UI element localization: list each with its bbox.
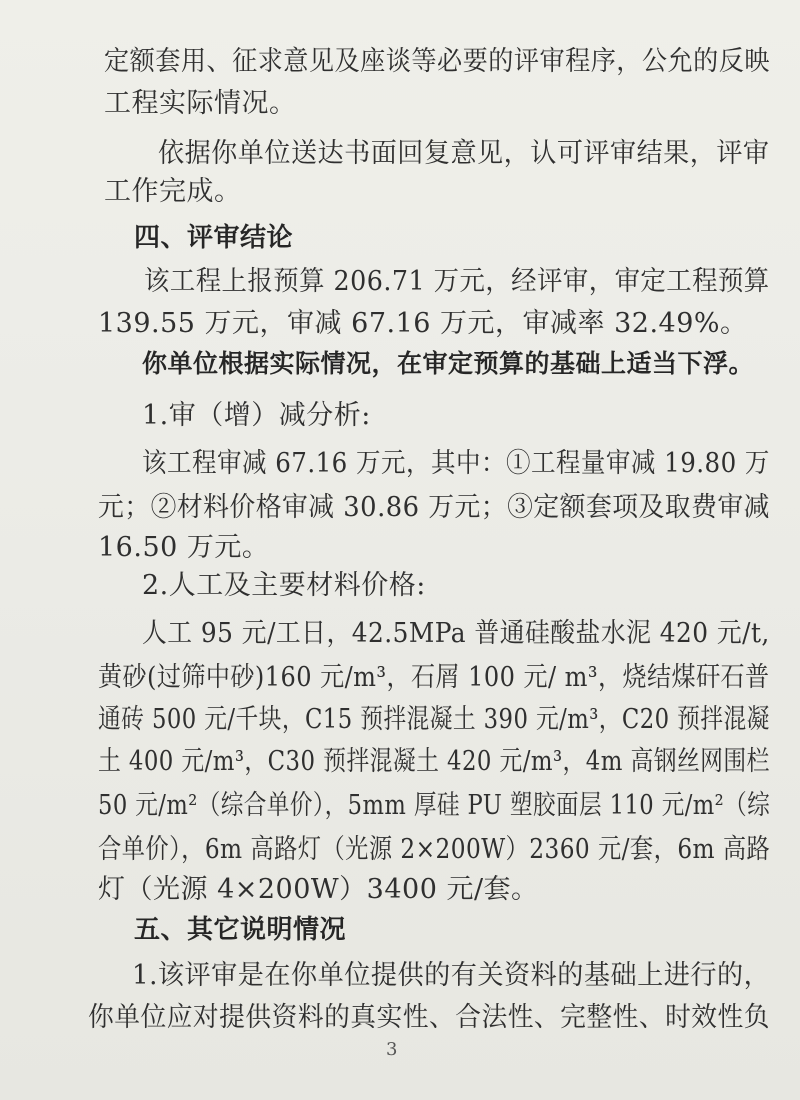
section-heading: 四、评审结论 <box>134 223 294 253</box>
text-line: 通砖 500 元/千块，C15 预拌混凝土 390 元/m³，C20 预拌混凝 <box>98 704 770 735</box>
text-line: 灯（光源 4×200W）3400 元/套。 <box>98 874 539 905</box>
text-line: 16.50 万元。 <box>98 532 270 563</box>
text-line: 139.55 万元，审减 67.16 万元，审减率 32.49%。 <box>98 308 748 339</box>
page-number: 3 <box>386 1039 398 1060</box>
text-line: 依据你单位送达书面回复意见，认可评审结果，评审 <box>158 138 770 169</box>
text-line: 土 400 元/m³，C30 预拌混凝土 420 元/m³，4m 高钢丝网围栏 <box>98 746 770 777</box>
text-line: 1.该评审是在你单位提供的有关资料的基础上进行的， <box>132 960 771 991</box>
subsection-title: 1.审（增）减分析: <box>142 400 371 431</box>
emphasis-line: 你单位根据实际情况，在审定预算的基础上适当下浮。 <box>142 349 755 378</box>
text-line: 50 元/m²（综合单价），5mm 厚硅 PU 塑胶面层 110 元/m²（综 <box>98 790 771 821</box>
text-line: 定额套用、征求意见及座谈等必要的评审程序，公允的反映 <box>104 46 770 77</box>
text-line: 黄砂(过筛中砂)160 元/m³，石屑 100 元/ m³，烧结煤矸石普 <box>98 662 770 693</box>
text-line: 元；②材料价格审减 30.86 万元；③定额套项及取费审减 <box>98 492 770 523</box>
text-line: 该工程审减 67.16 万元，其中：①工程量审减 19.80 万 <box>142 448 770 479</box>
subsection-title: 2.人工及主要材料价格: <box>142 570 426 601</box>
text-line: 工程实际情况。 <box>104 88 297 119</box>
text-line: 合单价），6m 高路灯（光源 2×200W）2360 元/套，6m 高路 <box>98 834 771 865</box>
text-line: 该工程上报预算 206.71 万元，经评审，审定工程预算 <box>144 266 770 297</box>
text-line: 工作完成。 <box>104 176 242 207</box>
section-heading: 五、其它说明情况 <box>134 915 347 945</box>
text-line: 人工 95 元/工日，42.5MPa 普通硅酸盐水泥 420 元/t, <box>142 618 770 649</box>
text-line: 你单位应对提供资料的真实性、合法性、完整性、时效性负 <box>88 1002 770 1033</box>
